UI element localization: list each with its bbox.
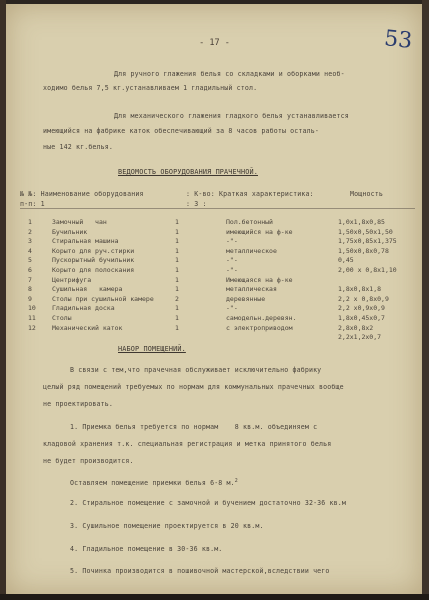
equipment-heading: ВЕДОМОСТЬ ОБОРУДОВАНИЯ ПРАЧЕЧНОЙ. [118, 168, 258, 176]
rooms-item1-line2: кладовой хранения т.к. специальная регистрация и метка принятого белья [43, 440, 332, 448]
equipment-size: 0,45 [338, 256, 354, 265]
table-row [20, 218, 415, 226]
table-row [20, 266, 415, 274]
table-row [20, 304, 415, 312]
equipment-name: Бучильник [52, 227, 88, 236]
table-header-qty-sub: : 3 : [186, 200, 207, 208]
equipment-size: 1,8х0,8х1,8 [338, 285, 382, 294]
row-number: 3 [28, 237, 32, 246]
equipment-quantity: 1 [175, 266, 179, 274]
equipment-quantity: 1 [175, 314, 179, 322]
equipment-quantity: 1 [175, 246, 179, 255]
scan-edge-right [422, 0, 429, 600]
row-number: 9 [28, 294, 32, 303]
intro-line-5: ные 142 кг.белья. [43, 143, 114, 151]
row-number: 1 [28, 218, 32, 226]
row-number: 4 [28, 246, 32, 255]
equipment-quantity: 1 [175, 323, 179, 332]
equipment-size: 1,0х1,8х0,85 [338, 218, 385, 226]
table-row [20, 247, 415, 255]
row-number: 7 [28, 275, 32, 284]
intro-line-2: ходимо белья 7,5 кг.устанавливаем 1 гладильный стол. [43, 84, 258, 92]
equipment-characteristic: -"- [226, 304, 238, 313]
equipment-size: 2,00 х 0,8х1,10 [338, 266, 397, 274]
equipment-name: Замочный чан [52, 218, 107, 226]
equipment-name: Гладильная доска [52, 304, 115, 313]
rooms-item2: 2. Стиральное помещение с замочной и бучением достаточно 32-36 кв.м [70, 499, 347, 507]
table-row [20, 314, 415, 322]
table-header-name: № №: Наименование оборудования [20, 190, 144, 198]
equipment-size: 1,50х0,50х1,50 [338, 227, 393, 236]
equipment-quantity: 2 [175, 294, 179, 303]
equipment-name: Сушильная камера [52, 285, 123, 294]
table-header-qty-char: : К-во: Краткая характеристика: [186, 190, 314, 198]
equipment-size: 1,8х0,45х0,7 [338, 314, 385, 322]
equipment-name: Столы [52, 314, 72, 322]
table-row [20, 333, 415, 341]
table-header-divider [20, 208, 415, 209]
table-row [20, 237, 415, 245]
equipment-characteristic: -"- [226, 256, 238, 265]
rooms-item3: 3. Сушильное помещение проектируется в 20 кв.м. [70, 522, 264, 530]
equipment-quantity: 1 [175, 237, 179, 246]
equipment-characteristic: с электроприводом [226, 323, 293, 332]
equipment-size: 2,8х0,8х2 [338, 323, 374, 332]
table-row [20, 295, 415, 303]
row-number: 6 [28, 266, 32, 274]
equipment-name: Столы при сушильной камере [52, 294, 154, 303]
intro-line-4: имеющийся на фабрике каток обеспечивающий за 8 часов работы осталь- [43, 127, 320, 135]
equipment-name: Стиральная машина [52, 237, 119, 246]
archive-stamp: 53 [382, 26, 414, 54]
rooms-line-1: В связи с тем,что прачечная обслуживает исключительно фабрику [70, 366, 322, 374]
row-number: 12 [28, 323, 36, 332]
equipment-size: 1,75х0,85х1,375 [338, 237, 397, 246]
rooms-line-3: не проектировать. [43, 400, 114, 408]
square-superscript: 2 [234, 478, 238, 484]
equipment-characteristic: Имеющаяся на ф-ке [226, 275, 293, 284]
row-number: 8 [28, 285, 32, 294]
equipment-size: 1,50х0,8х0,78 [338, 246, 389, 255]
equipment-characteristic: Пол.бетонный [226, 218, 273, 226]
table-row [20, 324, 415, 332]
rooms-item1-line4 [70, 478, 238, 487]
equipment-characteristic: самодельн.деревян. [226, 314, 297, 322]
equipment-characteristic: металлическая [226, 285, 277, 294]
table-row [20, 276, 415, 284]
rooms-heading: НАБОР ПОМЕЩЕНИЙ. [118, 345, 186, 353]
rooms-item1-line3: не будет производится. [43, 457, 134, 465]
table-row [20, 256, 415, 264]
rooms-line-2: целый ряд помещений требуемых по нормам для коммунальных прачечных вообще [43, 383, 344, 391]
equipment-characteristic: -"- [226, 237, 238, 246]
page-number: - 17 - [199, 38, 230, 48]
intro-line-1: Для ручного глажения белья со складками и оборками необ- [114, 70, 345, 78]
table-row [20, 285, 415, 293]
row-number: 11 [28, 314, 36, 322]
equipment-name: Корыто для руч.стирки [52, 246, 135, 255]
equipment-quantity: 1 [175, 218, 179, 226]
equipment-quantity: 1 [175, 304, 179, 313]
equipment-quantity: 1 [175, 256, 179, 265]
equipment-name: Корыто для полоскания [52, 266, 135, 274]
equipment-quantity: 1 [175, 275, 179, 284]
equipment-quantity: 1 [175, 285, 179, 294]
equipment-characteristic: имеющийся на ф-ке [226, 227, 293, 236]
table-header-size: Мощность [350, 190, 383, 198]
equipment-characteristic: металлическое [226, 246, 277, 255]
table-header-sub: п-п: 1 [20, 200, 45, 208]
equipment-characteristic: -"- [226, 266, 238, 274]
equipment-characteristic: деревянные [226, 294, 266, 303]
row-number: 2 [28, 227, 32, 236]
scan-edge-bottom [0, 594, 429, 600]
table-row [20, 228, 415, 236]
equipment-size: 2,2х1,2х0,7 [338, 333, 382, 342]
equipment-name: Центрифуга [52, 275, 92, 284]
equipment-name: Пускорытный бучильник [52, 256, 135, 265]
rooms-item1-line4-text: Оставляем помещение приемки белья 6-8 м. [70, 479, 235, 488]
rooms-item4: 4. Гладильное помещение в 30-36 кв.м. [70, 545, 223, 553]
row-number: 10 [28, 304, 36, 313]
rooms-item5: 5. Починка производится в пошивочной мастерской,вследствии чего [70, 567, 330, 575]
equipment-size: 2,2 х0,9х0,9 [338, 304, 385, 313]
equipment-size: 2,2 х 0,8х0,9 [338, 294, 389, 303]
equipment-name: Механический каток [52, 323, 123, 332]
intro-line-3: Для механического глажения гладкого белья устанавливается [114, 112, 349, 120]
equipment-quantity: 1 [175, 227, 179, 236]
row-number: 5 [28, 256, 32, 265]
rooms-item1-line1: 1. Приемка белья требуется по нормам 8 кв.м. объединяем с [70, 423, 318, 431]
